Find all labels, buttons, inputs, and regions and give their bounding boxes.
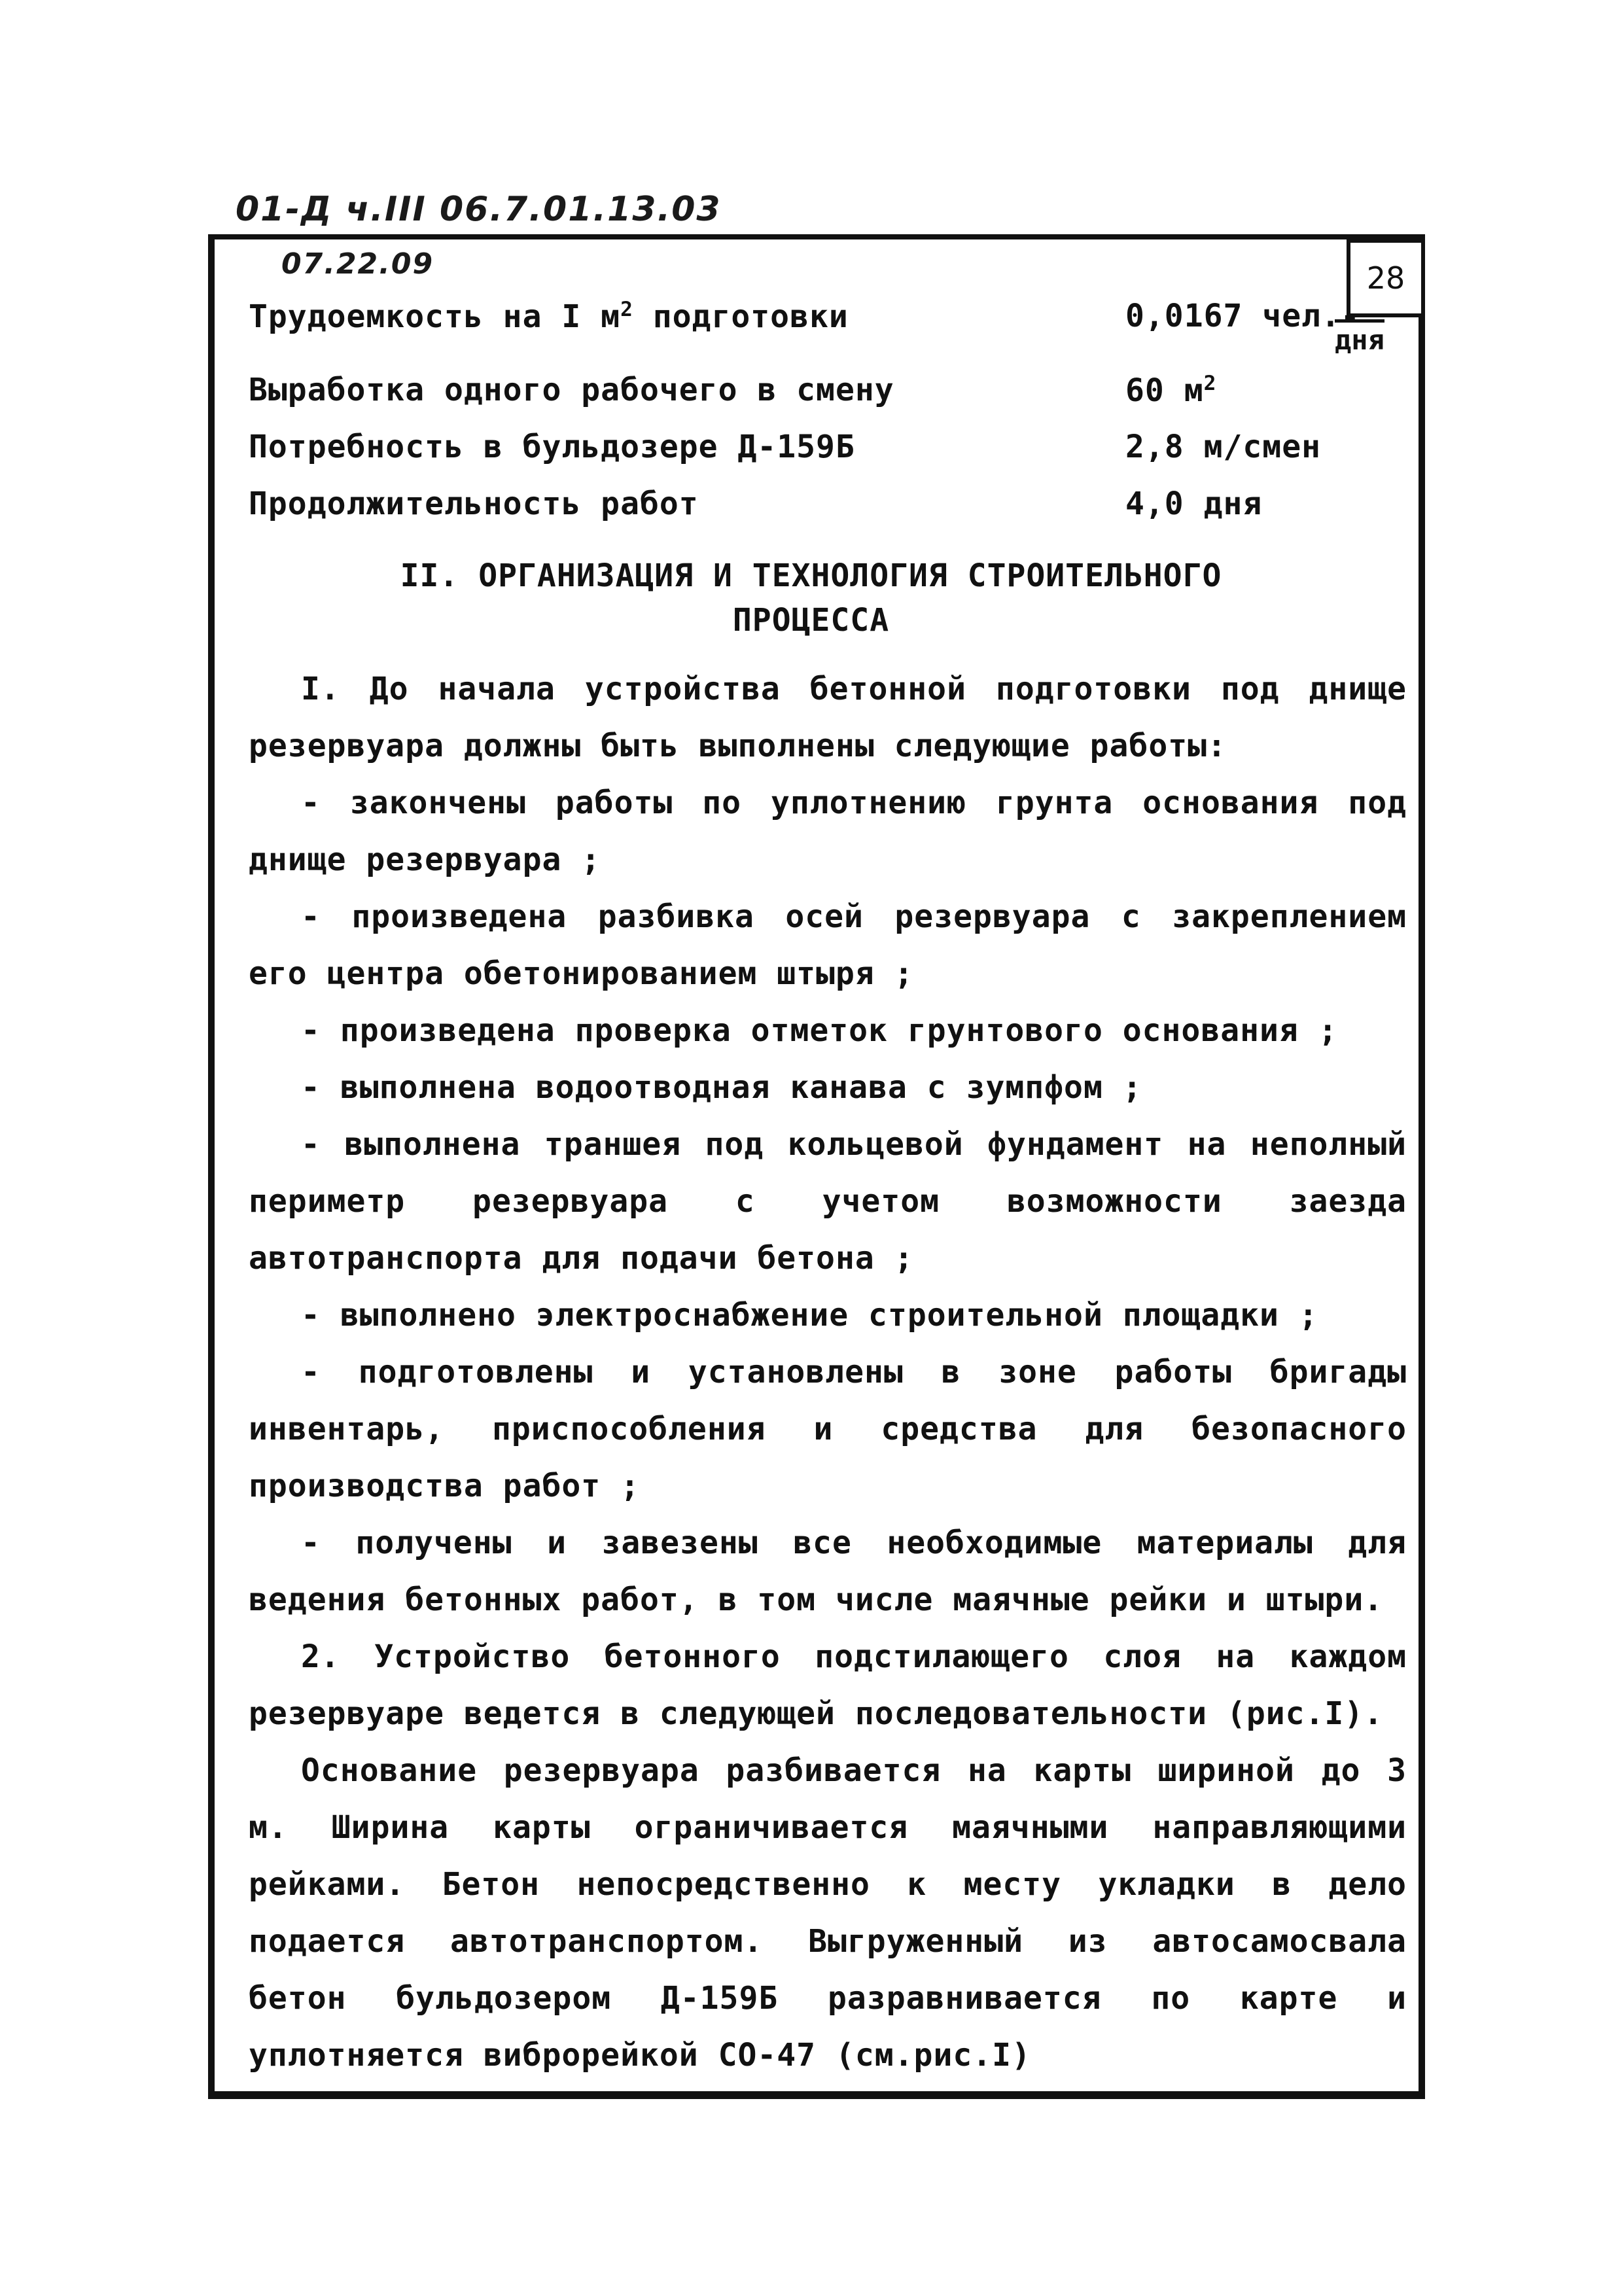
bullet-power-supply: - выполнено электроснабжение строительной площадки ; <box>301 1297 1318 1333</box>
paragraph-2: 2. Устройство бетонного подстилающего слоя на каждом резервуаре ведется в следующей последовательности (рис.I). <box>249 1638 1407 1732</box>
metric-value: 2,8 м/смен <box>1125 429 1321 465</box>
metric-value: 0,0167 чел.- <box>1125 298 1360 334</box>
section-body <box>249 661 1407 2084</box>
paragraph-1: I. До начала устройства бетонной подготовки под днище резервуара должны быть выполнены следующие работы: <box>249 671 1407 764</box>
metric-label: Трудоемкость на I $м^2$ подготовки <box>249 298 849 335</box>
metric-value: 60 $м^2$ <box>1125 372 1217 409</box>
page-number: 28 <box>1347 239 1425 317</box>
metric-label: Продолжительность работ <box>249 486 699 522</box>
handwritten-document-code: 01-Д ч.III 06.7.01.13.03 <box>236 190 722 229</box>
paragraph-3: Основание резервуара разбивается на карты шириной до 3 м. Ширина карты ограничивается маячными направляющими рейками. Бетон непосредственно к месту укладки в дело подается автотранспортом. Выгруженный из автосамосвала бетон бульдозером Д-159Б разравнивается по карте и уплотняется виброрейкой СО-47 (см.рис.I) <box>249 1752 1407 2074</box>
bullet-soil-compaction: - закончены работы по уплотнению грунта основания под днище резервуара ; <box>249 785 1407 878</box>
bullet-axis-layout: - произведена разбивка осей резервуара с закреплением его центра обетонированием штыря ; <box>249 898 1407 992</box>
bullet-materials: - получены и завезены все необходимые материалы для ведения бетонных работ, в том числе маячные рейки и штыри. <box>249 1525 1407 1618</box>
section-title-line-1: II. ОРГАНИЗАЦИЯ И ТЕХНОЛОГИЯ СТРОИТЕЛЬНОГО <box>400 557 1222 594</box>
bullet-drainage-ditch: - выполнена водоотводная канава с зумпфом ; <box>301 1069 1142 1106</box>
bullet-level-check: - произведена проверка отметок грунтового основания ; <box>301 1012 1338 1049</box>
section-title-line-2: ПРОЦЕССА <box>732 602 890 639</box>
handwritten-section-code: 07.22.09 <box>281 247 434 281</box>
bullet-equipment: - подготовлены и установлены в зоне работы бригады инвентарь, приспособления и средства для безопасного производства работ ; <box>249 1354 1407 1504</box>
metric-value: 4,0 дня <box>1125 486 1263 522</box>
metric-value-days-subscript: дня <box>1335 319 1384 356</box>
metric-label: Потребность в бульдозере Д-159Б <box>249 429 855 465</box>
bullet-trench: - выполнена траншея под кольцевой фундамент на неполный периметр резервуара с учетом возможности заезда автотранспорта для подачи бетона ; <box>249 1126 1407 1277</box>
metric-label: Выработка одного рабочего в смену <box>249 372 894 408</box>
